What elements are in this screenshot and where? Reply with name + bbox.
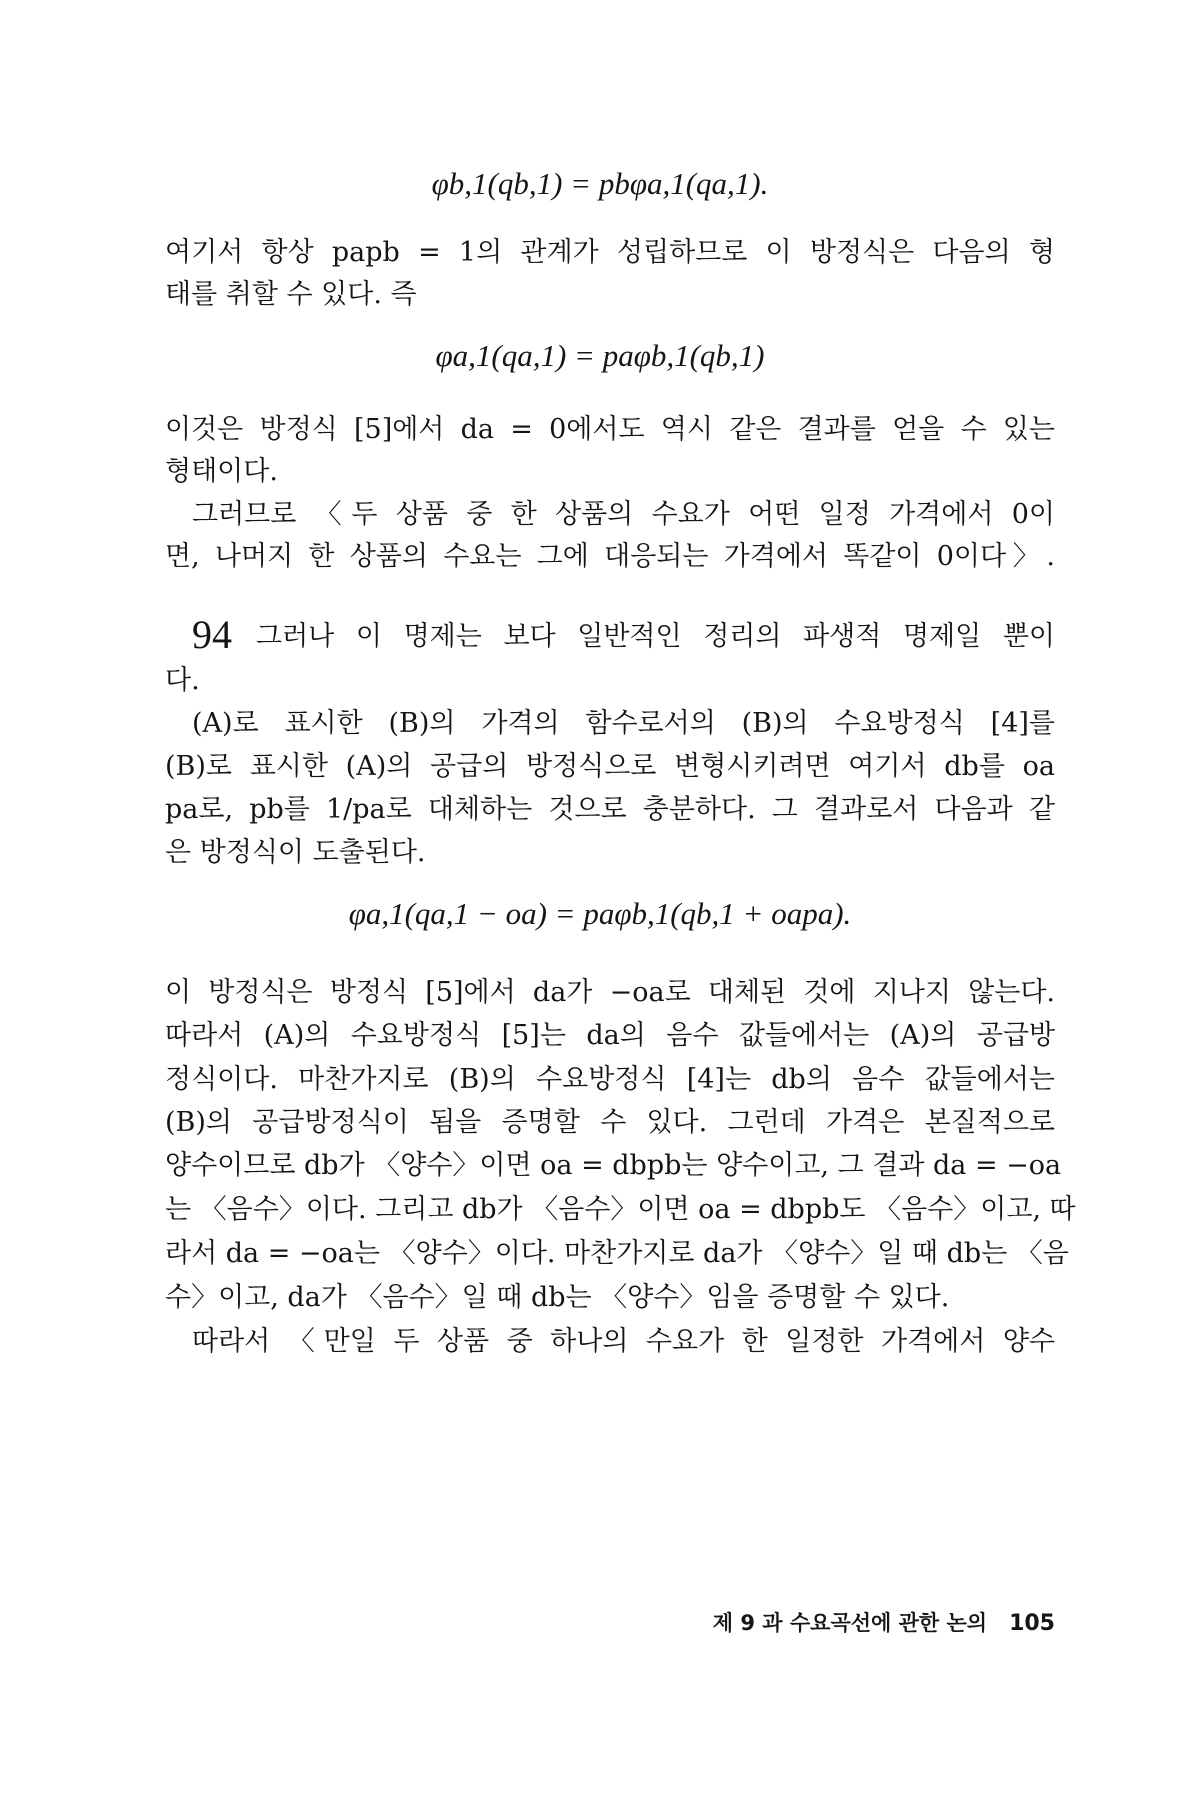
- paragraph-line: 이 방정식은 방정식 [5]에서 da가 −oa로 대체된 것에 지나지 않는다.: [165, 977, 1055, 1008]
- paragraph-line: 태를 취할 수 있다. 즉: [165, 279, 417, 310]
- paragraph-line: 이것은 방정식 [5]에서 da = 0에서도 역시 같은 결과를 얻을 수 있는: [165, 414, 1055, 445]
- equation-3: φa,1(qa,1 − oa) = paφb,1(qb,1 + oapa).: [348, 896, 852, 931]
- paragraph-line: 정식이다. 마찬가지로 (B)의 수요방정식 [4]는 db의 음수 값들에서는: [165, 1064, 1055, 1095]
- paragraph-line: 면, 나머지 한 상품의 수요는 그에 대응되는 가격에서 똑같이 0이다〉.: [165, 541, 1055, 572]
- paragraph-line: 수〉이고, da가 〈음수〉일 때 db는 〈양수〉임을 증명할 수 있다.: [165, 1282, 950, 1313]
- paragraph-line: 는 〈음수〉이다. 그리고 db가 〈음수〉이면 oa = dbpb도 〈음수〉이고, 따: [165, 1194, 1076, 1225]
- paragraph-line: 따라서 〈만일 두 상품 중 하나의 수요가 한 일정한 가격에서 양수: [192, 1326, 1055, 1357]
- paragraph-line: pa로, pb를 1/pa로 대체하는 것으로 충분하다. 그 결과로서 다음과 같: [165, 794, 1055, 825]
- paragraph-line: 그러므로 〈두 상품 중 한 상품의 수요가 어떤 일정 가격에서 0이: [192, 499, 1055, 530]
- section-heading-line: [192, 612, 1055, 657]
- paragraph-line: 다.: [165, 665, 200, 696]
- paragraph-line: 은 방정식이 도출된다.: [165, 837, 426, 868]
- running-footer: [713, 1607, 1055, 1637]
- section-number: 94: [192, 612, 232, 657]
- paragraph-line: (B)의 공급방정식이 됨을 증명할 수 있다. 그런데 가격은 본질적으로: [165, 1107, 1055, 1138]
- paragraph-line: 따라서 (A)의 수요방정식 [5]는 da의 음수 값들에서는 (A)의 공급방: [165, 1020, 1055, 1051]
- equation-1: φb,1(qb,1) = pbφa,1(qa,1).: [431, 166, 769, 201]
- equation-2: φa,1(qa,1) = paφb,1(qb,1): [435, 338, 765, 373]
- paragraph-line: 여기서 항상 papb = 1의 관계가 성립하므로 이 방정식은 다음의 형: [165, 237, 1055, 268]
- paragraph-line: 형태이다.: [165, 456, 278, 487]
- paragraph-line: 라서 da = −oa는 〈양수〉이다. 마찬가지로 da가 〈양수〉일 때 db는 〈음: [165, 1238, 1069, 1269]
- chapter-title: 제 9 과 수요곡선에 관한 논의: [712, 1611, 988, 1635]
- page-number: 105: [1009, 1611, 1055, 1636]
- paragraph-line: (A)로 표시한 (B)의 가격의 함수로서의 (B)의 수요방정식 [4]를: [192, 708, 1055, 739]
- paragraph-line: (B)로 표시한 (A)의 공급의 방정식으로 변형시키려면 여기서 db를 oa: [165, 751, 1055, 782]
- section-heading-text: 그러나 이 명제는 보다 일반적인 정리의 파생적 명제일 뿐이: [256, 621, 1055, 652]
- paragraph-line: 양수이므로 db가 〈양수〉이면 oa = dbpb는 양수이고, 그 결과 da = −oa: [165, 1150, 1062, 1181]
